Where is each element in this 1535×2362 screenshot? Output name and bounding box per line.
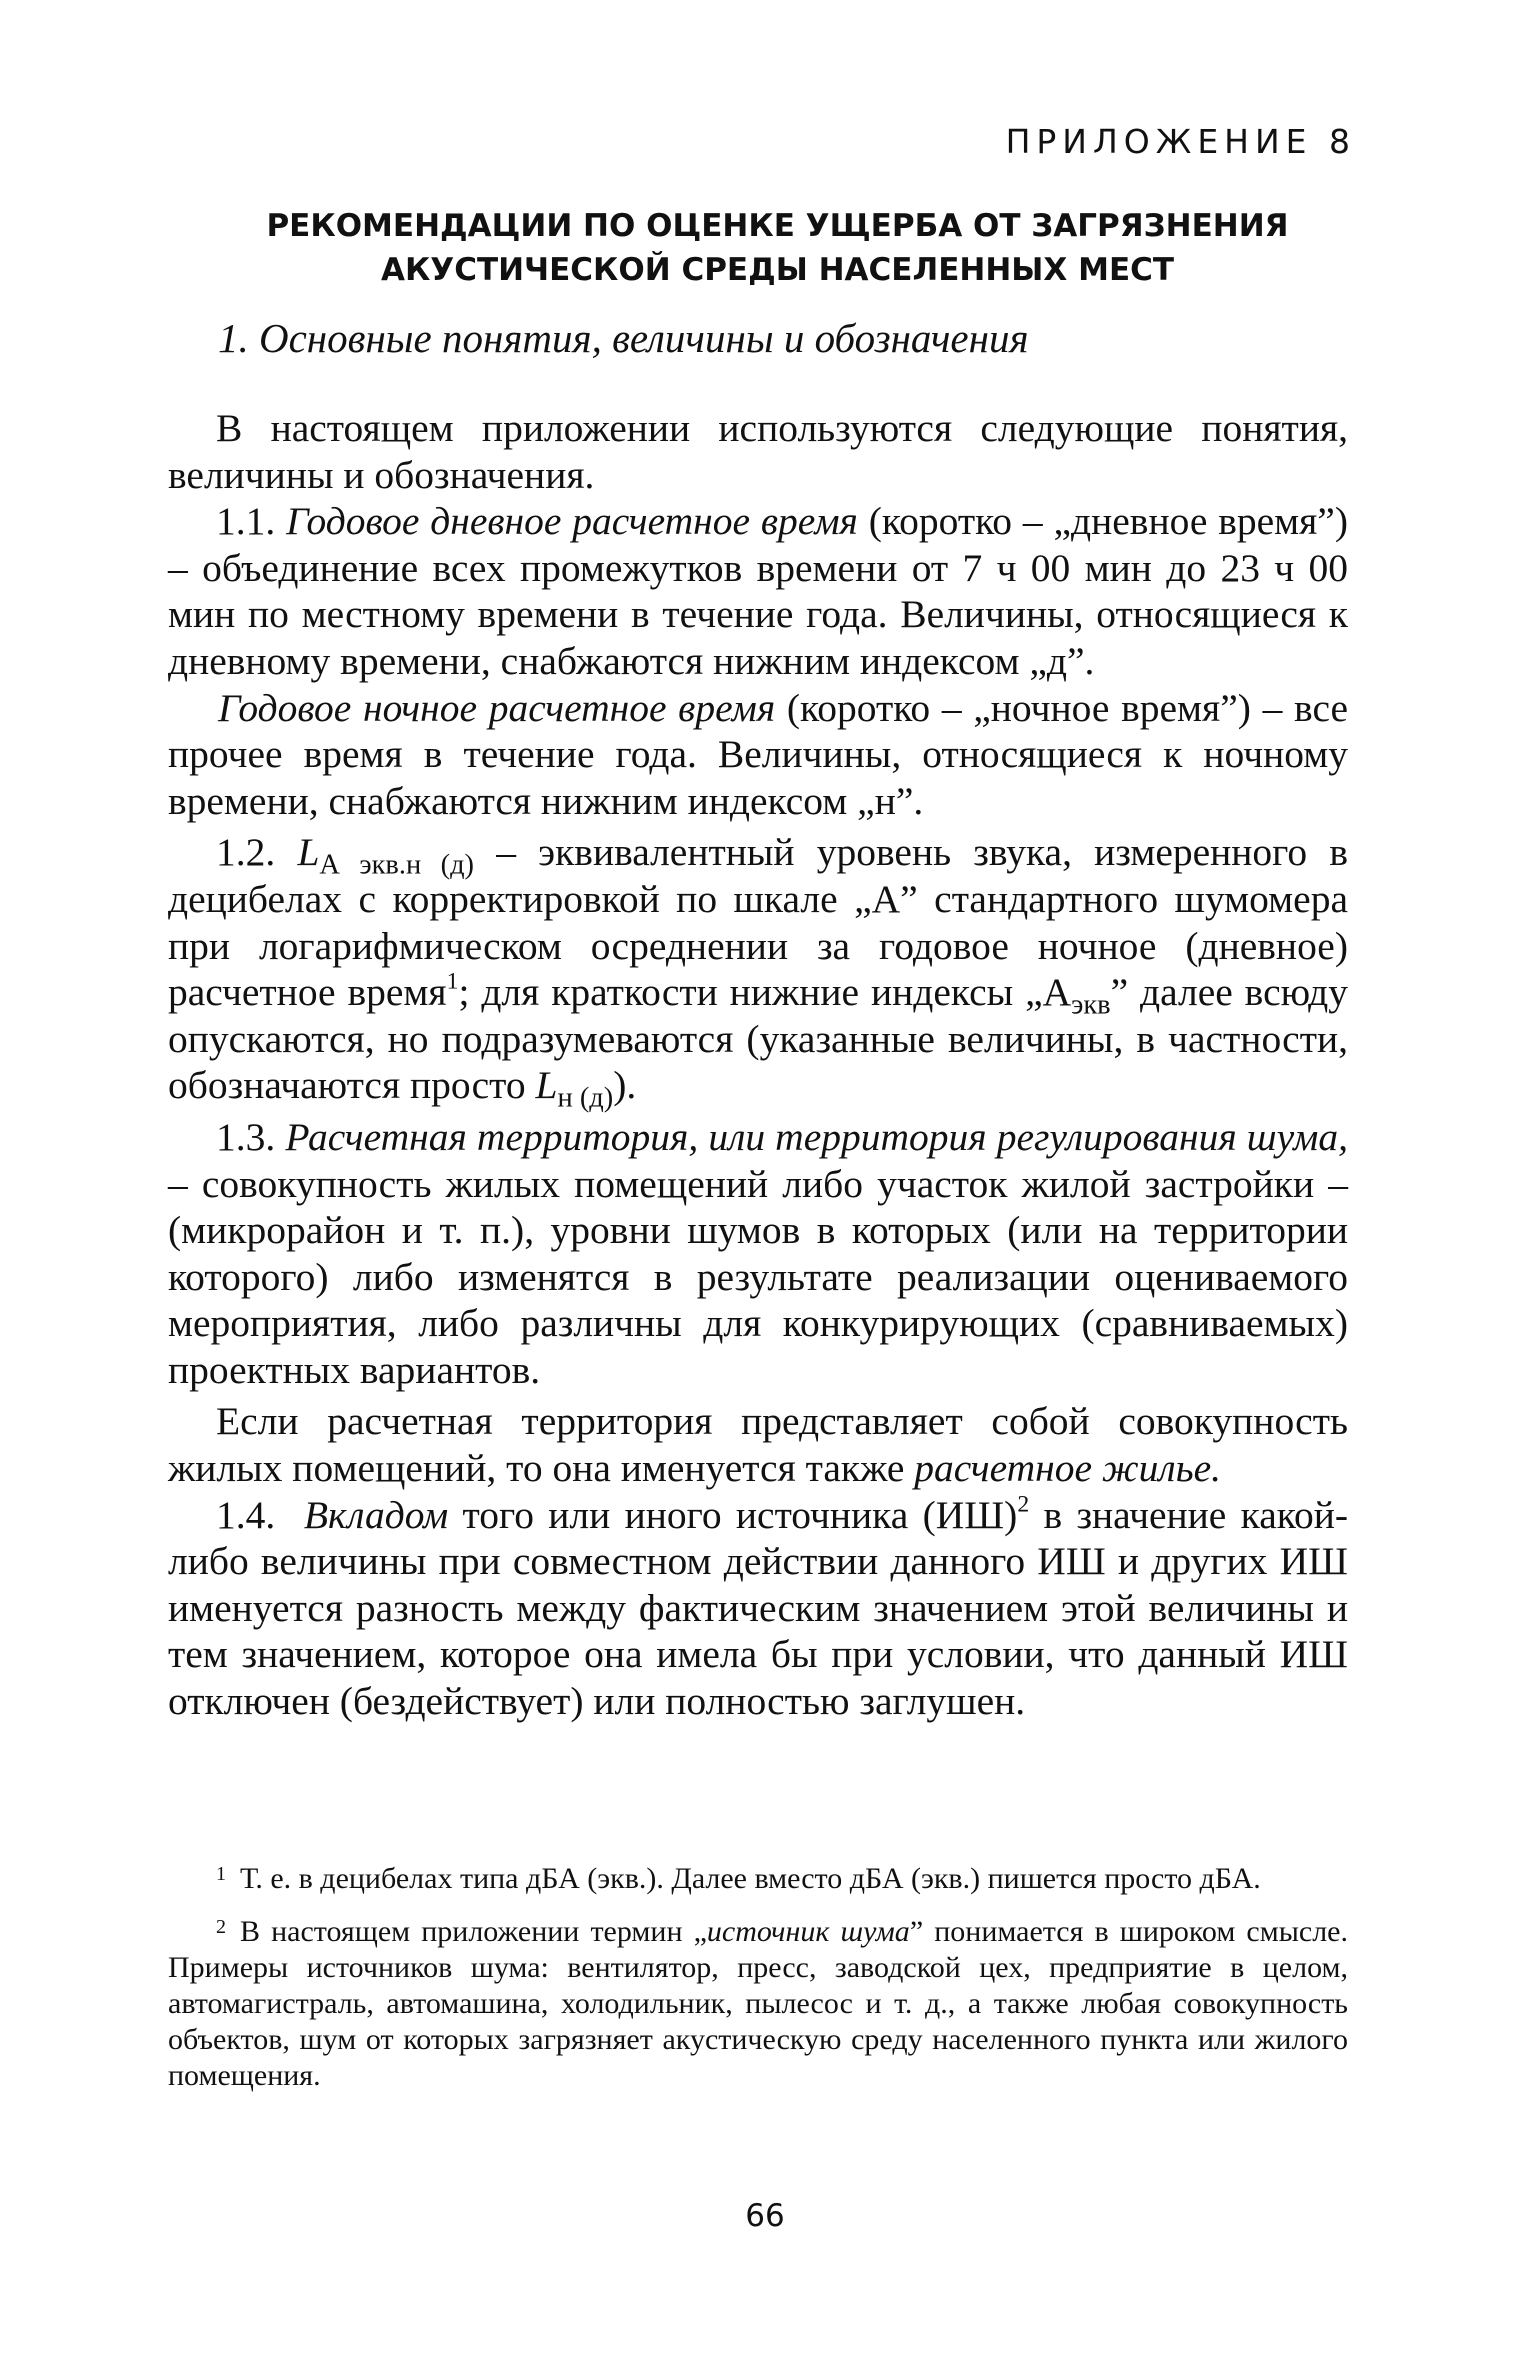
- footnote-mark: 1: [216, 1863, 226, 1885]
- term: Вкладом: [303, 1492, 449, 1537]
- paragraph-text: (коротко – „дневное время”) – объединение всех промежутков времени от 7 ч 00 мин до 23 ч 00 мин по местному времени в течение года. Величины, относящиеся к дневному времени, снабжаются нижним индексом „д”.: [168, 499, 1348, 683]
- footnote-1: [168, 1856, 1348, 1897]
- paragraph-text: в значение какой-либо величины при совместном действии данного ИШ и других ИШ именуется разность между фактическим значением этой величины и тем значением, которое она имела бы при условии, что данный ИШ отключен (бездействует) или полностью заглушен.: [168, 1492, 1349, 1724]
- paragraph-text: Если расчетная территория представляет собой совокупность жилых помещений, то она именуется также: [168, 1399, 1348, 1491]
- paragraph-1-4: [168, 1492, 1348, 1725]
- document-title: [180, 204, 1375, 292]
- symbol-L: L: [535, 1063, 558, 1108]
- footnotes: [168, 1856, 1348, 2094]
- term: Годовое дневное расчетное время: [286, 499, 858, 544]
- symbol-subscript: н (д): [557, 1082, 614, 1114]
- paragraph-number: 1.2.: [216, 830, 276, 875]
- symbol-L: L: [297, 830, 320, 875]
- body-text: [168, 405, 1348, 1725]
- footnote-text: В настоящем приложении термин „: [240, 1915, 707, 1948]
- term: расчетное жилье.: [914, 1446, 1222, 1491]
- appendix-label: ПРИЛОЖЕНИЕ 8: [1005, 122, 1356, 161]
- footnote-2: [168, 1909, 1348, 2094]
- footnote-text: ” понимается в широком смысле. Примеры источников шума: вентилятор, пресс, заводской цех, предприятие в целом, автомагистраль, автомашина, холодильник, пылесос и т. д., а также любая совокупность объектов, шум от которых загрязняет акустическую среду населенного пункта или жилого помещения.: [168, 1915, 1348, 2092]
- paragraph-1-2: [168, 829, 1348, 1114]
- term: Годовое ночное расчетное время: [218, 685, 776, 730]
- footnote-mark: 2: [216, 1916, 226, 1938]
- footnote-term: источник шума: [706, 1915, 910, 1948]
- paragraph-text: – совокупность жилых помещений либо участок жилой застройки – (микрорайон и т. п.), уровни шумов в которых (или на территории которого) либо изменятся в результате реализации оцениваемого мероприятия, либо различны для конкурирующих (сравниваемых) проектных вариантов.: [168, 1161, 1348, 1392]
- page-number: 66: [745, 2198, 785, 2234]
- footnote-ref-2[interactable]: 2: [1017, 1491, 1030, 1518]
- paragraph-text: ; для краткости нижние индексы „А: [458, 970, 1072, 1015]
- paragraph-text: – эквивалентный уровень звука, измеренного в децибелах с корректировкой по шкале „А” стандартного шумомера при логарифмическом осреднении за годовое ночное (дневное) расчетное время: [168, 830, 1348, 1015]
- term: Расчетная территория, или территория регулирования шума,: [285, 1114, 1348, 1159]
- paragraph-1-3-living: [168, 1398, 1348, 1491]
- paragraph-number: 1.3.: [216, 1114, 276, 1159]
- paragraph-text: того или иного источника (ИШ): [448, 1492, 1018, 1537]
- section-heading: 1. Основные понятия, величины и обозначения: [218, 315, 1029, 361]
- paragraph-1-1: [168, 498, 1348, 684]
- title-line-1: РЕКОМЕНДАЦИИ ПО ОЦЕНКЕ УЩЕРБА ОТ ЗАГРЯЗНЕНИЯ: [266, 208, 1289, 244]
- paragraph-text: (коротко – „ночное время”) – все прочее время в течение года. Величины, относящиеся к ночному времени, снабжаются нижним индексом „н”.: [168, 685, 1348, 823]
- paragraph-number: 1.1.: [216, 499, 276, 544]
- paragraph-text: ” далее всюду опускаются, но подразумеваются (указанные величины, в частности, обозначаются просто: [168, 970, 1348, 1108]
- aekv-subscript: экв: [1071, 989, 1111, 1021]
- paragraph-1-1-night: [168, 685, 1348, 825]
- footnote-text: Т. е. в децибелах типа дБА (экв.). Далее вместо дБА (экв.) пишется просто дБА.: [240, 1862, 1261, 1895]
- intro-paragraph: В настоящем приложении используются следующие понятия, величины и обозначения.: [168, 406, 1348, 497]
- symbol-subscript: А экв.н (д): [319, 849, 475, 881]
- paragraph-text: ).: [613, 1063, 637, 1108]
- paragraph-number: 1.4.: [216, 1492, 276, 1537]
- footnote-ref-1[interactable]: 1: [446, 968, 459, 995]
- title-line-2: АКУСТИЧЕСКОЙ СРЕДЫ НАСЕЛЕННЫХ МЕСТ: [380, 252, 1175, 288]
- paragraph-1-3: [168, 1114, 1348, 1394]
